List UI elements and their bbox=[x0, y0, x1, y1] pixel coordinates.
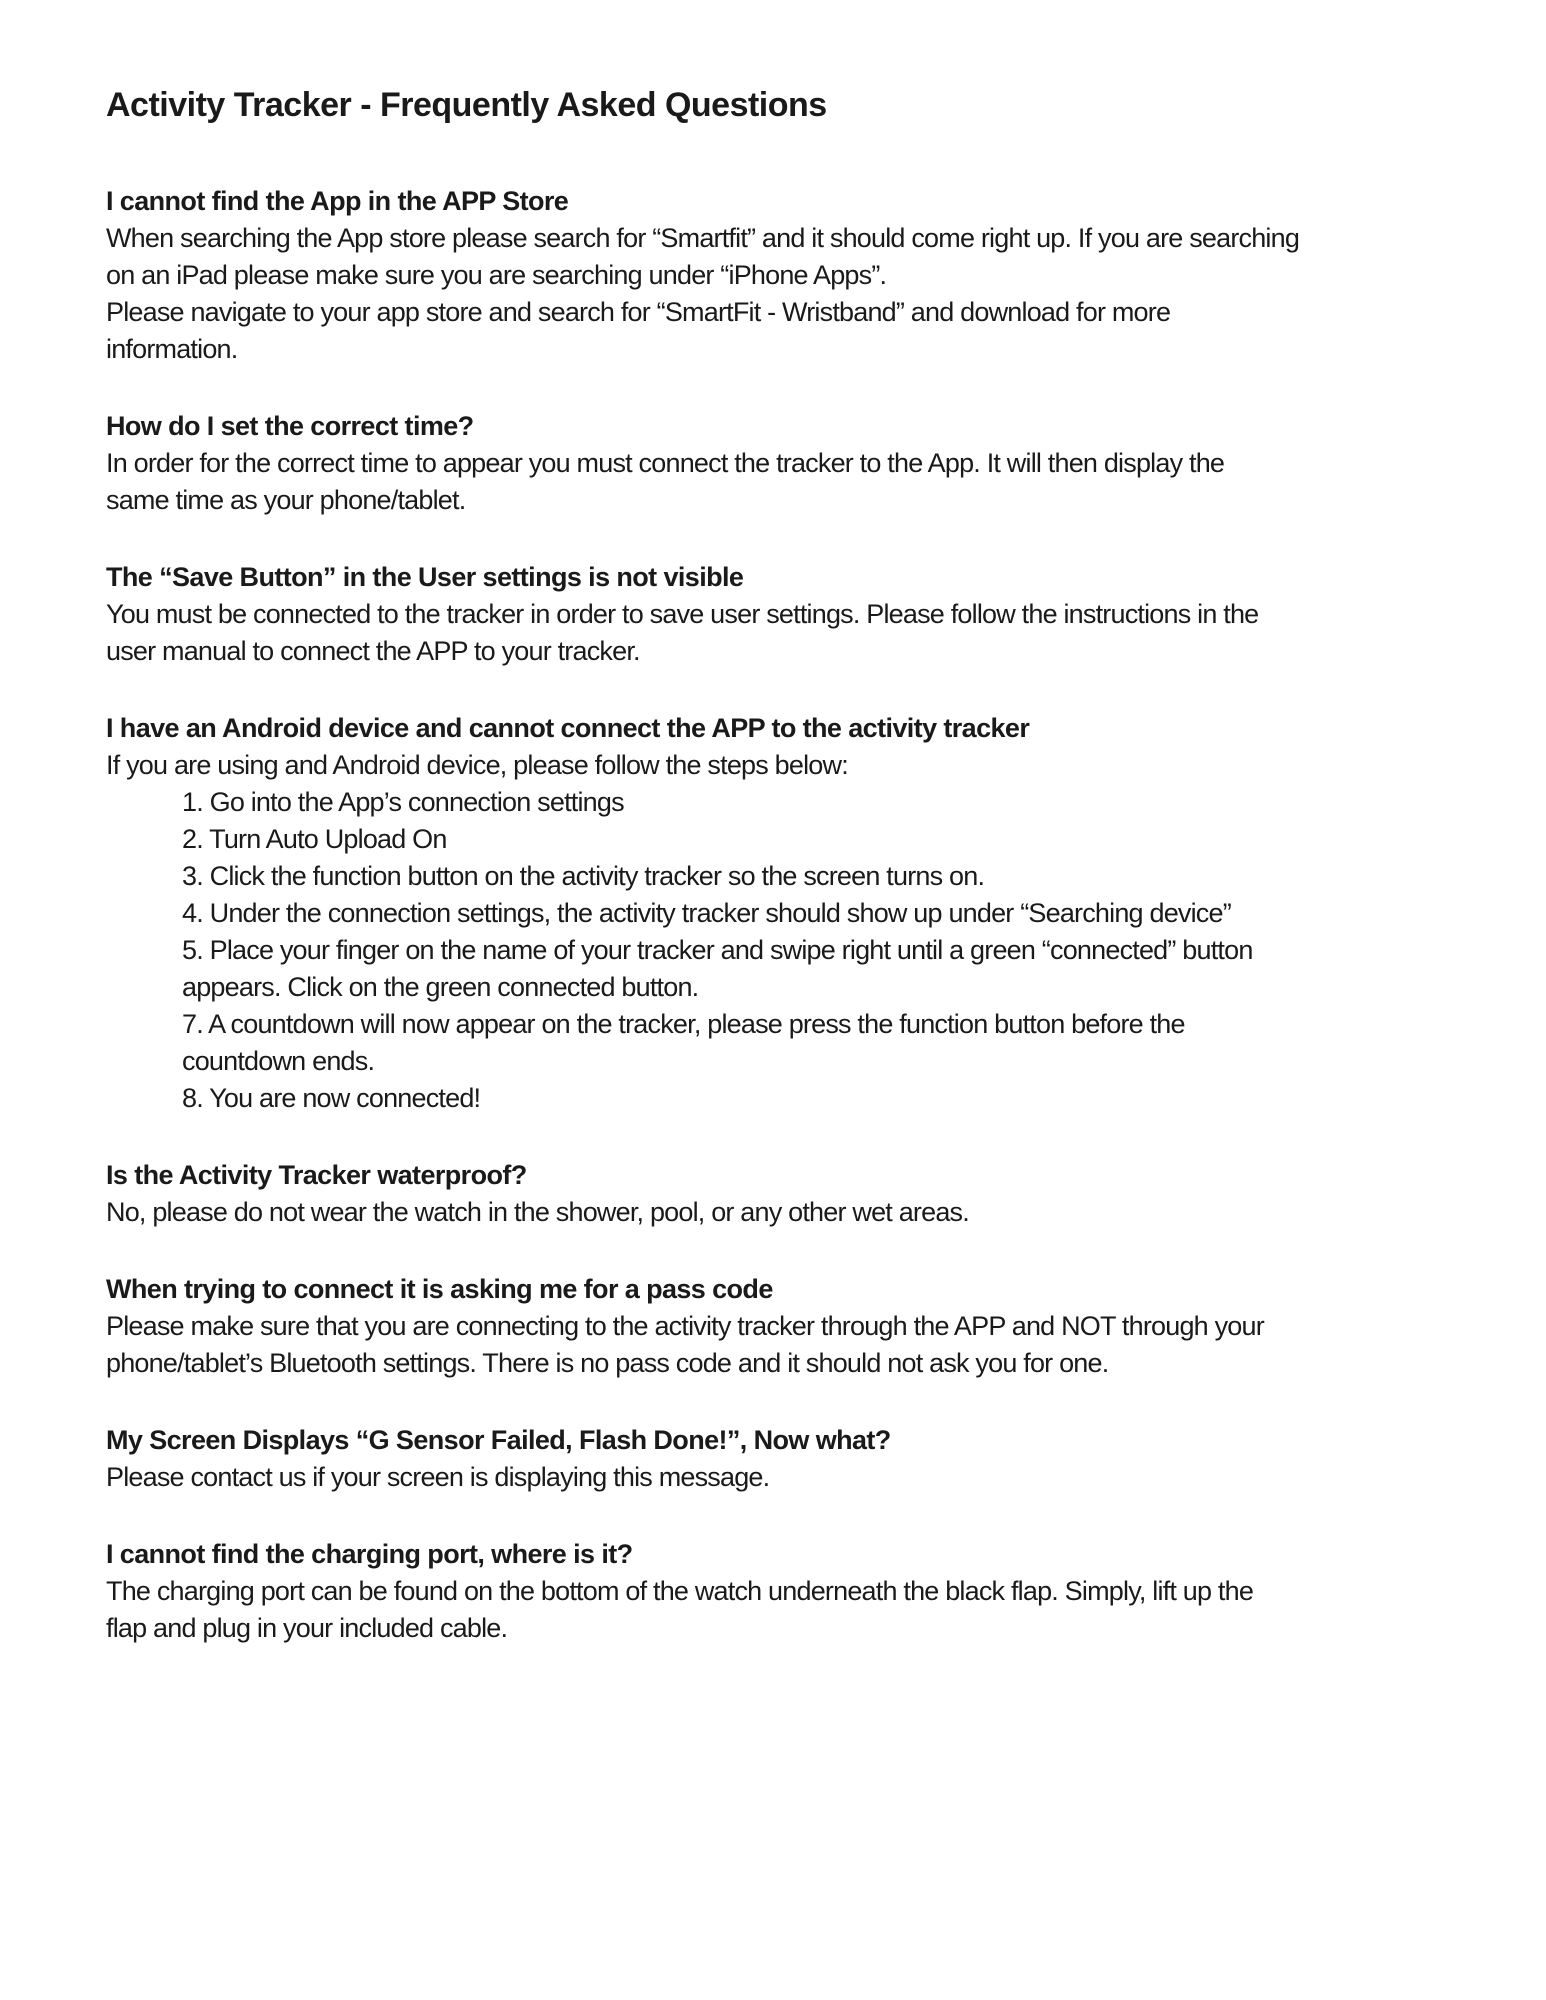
faq-answer-line: information. bbox=[106, 334, 238, 364]
faq-question: I cannot find the App in the APP Store bbox=[106, 186, 569, 216]
faq-question: Is the Activity Tracker waterproof? bbox=[106, 1160, 527, 1190]
faq-section-save-button bbox=[106, 559, 1458, 670]
faq-step-line: countdown ends. bbox=[182, 1046, 375, 1076]
faq-answer-line: You must be connected to the tracker in order to save user settings. Please follow the instructions in the bbox=[106, 599, 1259, 629]
faq-step-line: 3. Click the function button on the activity tracker so the screen turns on. bbox=[182, 861, 985, 891]
faq-answer-line: phone/tablet’s Bluetooth settings. There is no pass code and it should not ask you for one. bbox=[106, 1348, 1109, 1378]
faq-question: I cannot find the charging port, where is it? bbox=[106, 1539, 633, 1569]
faq-section-pass-code bbox=[106, 1271, 1458, 1382]
faq-step-line: 8. You are now connected! bbox=[182, 1083, 481, 1113]
faq-question: The “Save Button” in the User settings is not visible bbox=[106, 562, 744, 592]
faq-step-line: 7. A countdown will now appear on the tracker, please press the function button before the bbox=[182, 1009, 1185, 1039]
faq-section-charging-port bbox=[106, 1536, 1458, 1647]
faq-answer-line: user manual to connect the APP to your tracker. bbox=[106, 636, 640, 666]
faq-answer-line: If you are using and Android device, please follow the steps below: bbox=[106, 750, 848, 780]
faq-section-correct-time bbox=[106, 408, 1458, 519]
faq-answer-line: When searching the App store please search for “Smartfit” and it should come right up. If you are searching bbox=[106, 223, 1300, 253]
faq-answer-line: The charging port can be found on the bottom of the watch underneath the black flap. Simply, lift up the bbox=[106, 1576, 1254, 1606]
faq-question: My Screen Displays “G Sensor Failed, Flash Done!”, Now what? bbox=[106, 1425, 891, 1455]
page-title: Activity Tracker - Frequently Asked Questions bbox=[106, 86, 827, 124]
faq-question: How do I set the correct time? bbox=[106, 411, 474, 441]
faq-answer-line: same time as your phone/tablet. bbox=[106, 485, 466, 515]
faq-step-line: 2. Turn Auto Upload On bbox=[182, 824, 447, 854]
faq-answer-line: In order for the correct time to appear you must connect the tracker to the App. It will then display the bbox=[106, 448, 1225, 478]
faq-section-app-store bbox=[106, 183, 1458, 368]
faq-step-line: 5. Place your finger on the name of your tracker and swipe right until a green “connected” button bbox=[182, 935, 1253, 965]
faq-question: When trying to connect it is asking me for a pass code bbox=[106, 1274, 773, 1304]
faq-answer-line: Please contact us if your screen is displaying this message. bbox=[106, 1462, 770, 1492]
faq-section-waterproof bbox=[106, 1157, 1458, 1231]
faq-answer-line: flap and plug in your included cable. bbox=[106, 1613, 508, 1643]
faq-section-g-sensor bbox=[106, 1422, 1458, 1496]
faq-answer-line: Please make sure that you are connecting to the activity tracker through the APP and NOT through your bbox=[106, 1311, 1264, 1341]
faq-question: I have an Android device and cannot connect the APP to the activity tracker bbox=[106, 713, 1030, 743]
faq-step-line: appears. Click on the green connected button. bbox=[182, 972, 699, 1002]
faq-step-line: 1. Go into the App’s connection settings bbox=[182, 787, 624, 817]
faq-step-line: 4. Under the connection settings, the activity tracker should show up under “Searching device” bbox=[182, 898, 1231, 928]
faq-answer-line: on an iPad please make sure you are searching under “iPhone Apps”. bbox=[106, 260, 887, 290]
faq-answer-line: No, please do not wear the watch in the shower, pool, or any other wet areas. bbox=[106, 1197, 969, 1227]
faq-section-android-connect bbox=[106, 710, 1458, 1117]
faq-answer-line: Please navigate to your app store and search for “SmartFit - Wristband” and download for more bbox=[106, 297, 1171, 327]
